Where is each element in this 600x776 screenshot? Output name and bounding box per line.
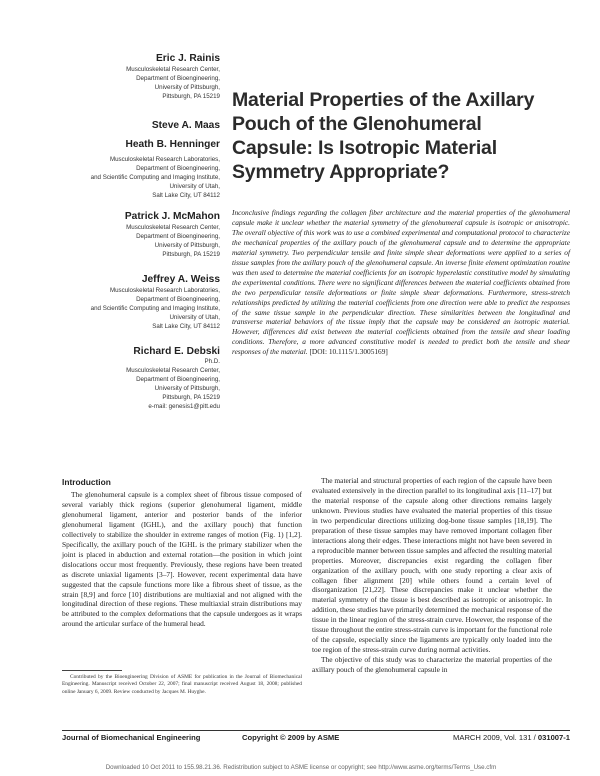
copyright-notice: Copyright © 2009 by ASME [242,733,340,742]
paper-title: Material Properties of the Axillary Pouch of the Glenohumeral Capsule: Is Isotropic Material Symmetry Appropriate? [232,89,535,183]
author-name: Patrick J. McMahon [124,211,220,222]
issue-info [453,733,570,742]
author-block [30,210,220,259]
download-notice: Downloaded 10 Oct 2011 to 155.98.21.36. Redistribution subject to ASME license or copyright; see http://www.asme.org/terms/Terms_Use.cfm [105,764,497,771]
journal-name: Journal of Biomechanical Engineering [62,733,201,742]
affiliation-line: Department of Bioengineering, [136,75,220,82]
affiliation-line: Musculoskeletal Research Center, [126,224,220,231]
body-paragraph: The glenohumeral capsule is a complex sheet of fibrous tissue composed of several variably thick regions (superior glenohumeral ligament, middle glenohumeral ligament, anterior and posterior bands of the inferior glenohumeral ligament (IGHL), and the axillary pouch) that function collectively to stabilize the shoulder in extreme ranges of motion (Fig. 1) [1,2]. Specifically, the axillary pouch of the IGHL is the primary stabilizer when the joint is placed in abduction and external rotation—the position in which joint dislocations occur most frequently. Previously, these regions have been treated as discrete uniaxial ligaments [3–7]. However, recent experimental data have suggested that the capsule functions more like a fibrous sheet of tissue, as the strain [8,9] and force [10] distributions are multiaxial and not aligned with the longitudinal direction of these regions. These multiaxial strain distributions may be attributed to the complex deformations that the capsule undergoes as it wraps around the articular surface of the humeral head. [62,490,302,629]
affiliation-line: Department of Bioengineering, [136,296,220,303]
affiliation-line: Musculoskeletal Research Center, [126,367,220,374]
affiliation-line: Department of Bioengineering, [136,165,220,172]
affiliation-line: University of Utah, [169,314,220,321]
footnote: Contributed by the Bioengineering Division of ASME for publication in the Journal of Biomechanical Engineering. Manuscript received October 22, 2007; final manuscript received August 18, 2008; published online January 6, 2009. Review conducted by Jacques M. Huyghe. [62,674,302,695]
footnote-divider [62,670,122,671]
affiliation-line: Musculoskeletal Research Laboratories, [109,287,220,294]
author-name: Jeffrey A. Weiss [141,274,220,285]
affiliation-line: Pittsburgh, PA 15219 [162,251,220,258]
issue-date-volume: MARCH 2009, Vol. 131 / [453,733,536,742]
doi-link[interactable]: [DOI: 10.1115/1.3005169] [309,347,388,357]
author-block [30,119,220,132]
page-footer [62,733,570,745]
affiliation-line: University of Pittsburgh, [154,84,220,91]
author-list [30,52,220,421]
section-heading: Introduction [62,477,111,487]
author-name: Steve A. Maas [151,120,220,131]
affiliation-line: University of Pittsburgh, [154,242,220,249]
abstract [232,208,570,357]
affiliation-line: Salt Lake City, UT 84112 [152,323,220,330]
body-column-left [62,476,302,629]
author-email: e-mail: genesis1@pitt.edu [148,403,220,410]
body-column-right [312,476,552,675]
body-paragraph: The material and structural properties of each region of the capsule have been evaluated extensively in the direction parallel to its longitudinal axis [11–17] but the material response of the capsule along other directions remains largely unknown. Previous studies have evaluated the material properties of this tissue in two perpendicular directions utilizing dog-bone tissue samples [18,19]. The preparation of these tissue samples may have removed important collagen fiber interactions along their edges. These interactions might not have been severed in a reproducible manner between tissue samples and affected the resulting material properties. Moreover, discrepancies exist regarding the collagen fiber organization of the axillary pouch, with one study reporting a clear axis of collagen fiber alignment [20] while others found a certain level of disorganization [21,22]. These discrepancies make it unclear whether the material symmetry of the tissue is best described as isotropic or anisotropic. In addition, these studies have primarily determined the mechanical response of the tissue in the linear region of the stress-strain curve. However, the response of the tissue throughout the entire stress-strain curve is important for the functional role of the capsule, especially since the ligaments are typically only loaded into the toe region of the stress-strain curve during normal activities. [312,476,552,655]
affiliation-line: Musculoskeletal Research Laboratories, [109,156,220,163]
footer-divider [62,730,570,731]
author-block [30,52,220,101]
author-name: Richard E. Debski [133,346,220,357]
author-block [30,273,220,331]
affiliation-line: and Scientific Computing and Imaging Institute, [90,305,220,312]
affiliation-line: University of Pittsburgh, [154,385,220,392]
affiliation-line: University of Utah, [169,183,220,190]
affiliation-line: and Scientific Computing and Imaging Institute, [90,174,220,181]
affiliation-line: Department of Bioengineering, [136,376,220,383]
article-number: 031007-1 [537,733,570,742]
author-name: Heath B. Henninger [125,139,220,150]
author-name: Eric J. Rainis [156,53,220,64]
author-block [30,345,220,411]
affiliation-line: Musculoskeletal Research Center, [126,66,220,73]
author-degree: Ph.D. [204,358,220,365]
affiliation-line: Department of Bioengineering, [136,233,220,240]
abstract-text: Inconclusive findings regarding the collagen fiber architecture and the material properties of the glenohumeral capsule make it unclear whether the material symmetry of the glenohumeral capsule is isotropic or anisotropic. The overall objective of this work was to use a combined experimental and computational protocol to characterize the mechanical properties of the axillary pouch of the glenohumeral capsule and to determine the appropriate material symmetry. Two perpendicular tensile and finite simple shear deformations were applied to a series of tissue samples from the axillary pouch of the glenohumeral capsule. An inverse finite element optimization routine was then used to determine the material coefficients for an isotropic hyperelastic constitutive model by simulating the experimental conditions. There were no significant differences between the material coefficients obtained from the two perpendicular tensile deformations or finite simple shear deformations. Furthermore, stress-stretch relationships predicted by utilizing the material coefficients from one direction were able to predict the responses of the same tissue sample in the perpendicular direction. These similarities between the longitudinal and transverse material behaviors of the tissue imply that the capsule may be considered an isotropic material. However, differences did exist between the material coefficients obtained from the tensile and shear loading conditions. Therefore, a more advanced constitutive model is needed to predict both the tensile and shear responses of the material. [232,208,570,357]
body-paragraph: The objective of this study was to characterize the material properties of the axillary pouch of the glenohumeral capsule in [312,655,552,675]
affiliation-line: Pittsburgh, PA 15219 [162,394,220,401]
affiliation-line: Salt Lake City, UT 84112 [152,192,220,199]
affiliation-line: Pittsburgh, PA 15219 [162,93,220,100]
author-block [30,138,220,200]
